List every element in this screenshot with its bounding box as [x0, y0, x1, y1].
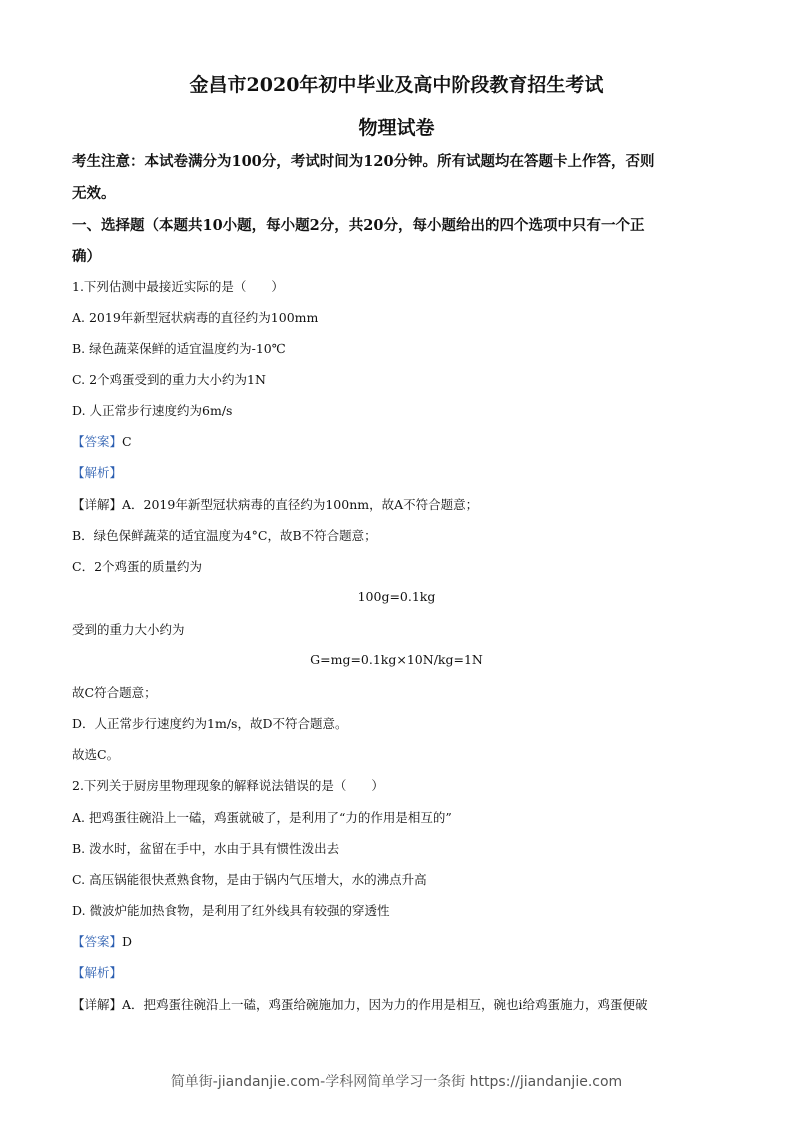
q1-detail-a: 【详解】A．2019年新型冠状病毒的直径约为100nm，故A不符合题意；: [72, 497, 479, 512]
q2-option-d: D. 微波炉能加热食物，是利用了红外线具有较强的穿透性: [72, 903, 390, 918]
q2-answer-tag: 【答案】: [72, 934, 123, 949]
q1-choose: 故选C。: [72, 747, 120, 762]
q1-answer-row: [72, 432, 722, 450]
q1-stem: 1.下列估测中最接近实际的是（ ）: [72, 279, 284, 294]
q2-analysis-tag: 【解析】: [72, 965, 123, 980]
exam-title: 金昌市2020年初中毕业及高中阶段教育招生考试: [189, 74, 604, 96]
q1-formula-mass: 100g=0.1kg: [357, 589, 436, 604]
q2-answer-row: [72, 932, 722, 950]
q2-stem: 2.下列关于厨房里物理现象的解释说法错误的是（ ）: [72, 778, 384, 793]
q1-option-d: D. 人正常步行速度约为6m/s: [72, 403, 233, 418]
q2-option-c: C. 高压锅能很快煮熟食物，是由于锅内气压增大，水的沸点升高: [72, 872, 427, 887]
notice-line-2: 无效。: [72, 185, 116, 202]
q1-detail-b: B．绿色保鲜蔬菜的适宜温度为4°C，故B不符合题意；: [72, 528, 377, 543]
q1-detail-d: D．人正常步行速度约为1m/s，故D不符合题意。: [72, 716, 348, 731]
q1-answer-value: C: [122, 434, 132, 449]
notice-line-1: 考生注意：本试卷满分为100分，考试时间为120分钟。所有试题均在答题卡上作答，否则: [72, 153, 655, 170]
q1-option-a: A. 2019年新型冠状病毒的直径约为100mm: [72, 310, 319, 325]
q2-answer-value: D: [122, 934, 133, 949]
q2-option-a: A. 把鸡蛋往碗沿上一磕，鸡蛋就破了，是利用了“力的作用是相互的”: [72, 810, 452, 825]
q1-answer-tag: 【答案】: [72, 434, 123, 449]
q2-detail-a: 【详解】A．把鸡蛋往碗沿上一磕，鸡蛋给碗施加力，因为力的作用是相互，碗也i给鸡蛋施力，鸡蛋便破: [72, 997, 648, 1012]
q1-option-b: B. 绿色蔬菜保鲜的适宜温度约为-10℃: [72, 341, 286, 356]
q1-gravity-text: 受到的重力大小约为: [72, 622, 185, 637]
exam-subtitle: 物理试卷: [358, 117, 435, 139]
section-heading-line-1: 一、选择题（本题共10小题，每小题2分，共20分，每小题给出的四个选项中只有一个正: [72, 217, 645, 234]
q1-c-conclusion: 故C符合题意；: [72, 685, 157, 700]
q1-option-c: C. 2个鸡蛋受到的重力大小约为1N: [72, 372, 266, 387]
q1-analysis-tag: 【解析】: [72, 465, 123, 480]
q1-formula-gravity: G=mg=0.1kg×10N/kg=1N: [310, 652, 483, 667]
q2-option-b: B. 泼水时，盆留在手中，水由于具有惯性泼出去: [72, 841, 340, 856]
q1-detail-c: C．2个鸡蛋的质量约为: [72, 559, 203, 574]
page-footer: 简单街-jiandanjie.com-学科网简单学习一条街 https://jiandanjie.com: [170, 1074, 623, 1090]
section-heading-line-2: 确）: [72, 248, 101, 265]
